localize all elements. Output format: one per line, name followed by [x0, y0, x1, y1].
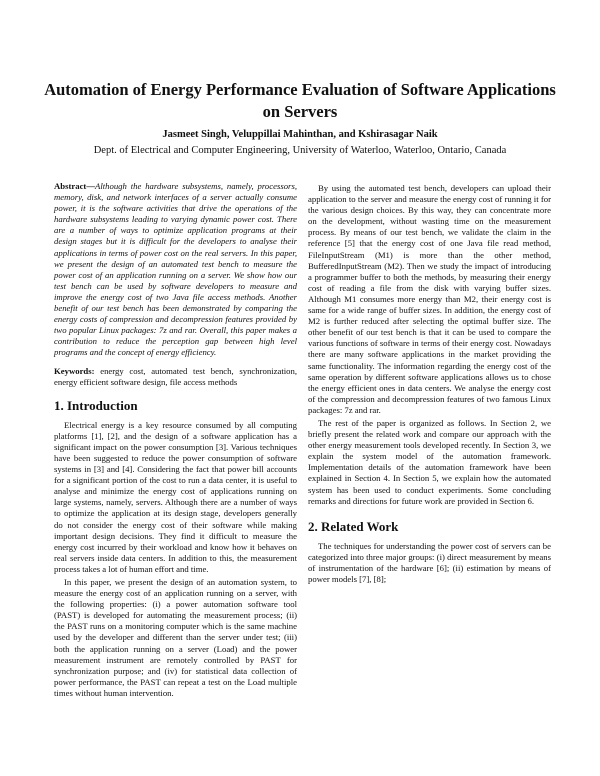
keywords-text: energy cost, automated test bench, synchronization, energy efficient software design, file access methods [54, 365, 298, 387]
intro-paragraph-2: In this paper, we present the design of an automation system, to measure the energy cost of an application running on a server, with the following properties: (i) a power automation software tool (PAST) is developed for automating the measurement process; (ii) the PAST runs on a monitoring computer which is the same machine used by the developer and different than the server under test; (iii) both the application running on a server (Load) and the power measurement instrument are remotely controlled by PAST for synchronization purpose; and (iv) for statistical data collection of power performance, the PAST can repeat a test on the Load multiple times without human intervention. [54, 577, 297, 698]
abstract-label: Abstract— [54, 181, 96, 191]
abstract-text: Although the hardware subsystems, namely, processors, memory, disk, and network interfaces of a server actually consume power, it is the software activities that drive the operations of the hardware subsystems leading to varying dynamic power cost. There are a number of ways to optimize application programs at their design stages but it is difficult for the developers to analyse their applications in terms of power cost on the real servers. In this paper, we present the design of an automated test bench to measure the power cost of an application running on a server. We show how our test bench can be used by software developers to measure and improve the energy cost of two Java file access methods. Another benefit of our test bench has been demonstrated by comparing the energy costs of compression and decompression features provided by two popular Linux packages: 7z and rar. Overall, this paper makes a contribution to reduce the perception gap between high level programs and the concept of energy efficiency. [54, 181, 297, 358]
right-column [308, 181, 551, 585]
paper-title: Automation of Energy Performance Evaluation of Software Applications on Servers [44, 80, 556, 121]
keywords [54, 366, 297, 388]
keywords-label: Keywords: [54, 365, 95, 376]
intro-paragraph-3: By using the automated test bench, developers can upload their application to the server and measure the energy cost of running it for the various design choices. By this way, they can concentrate more on the development, without wasting time on the measurement process. By means of our test bench, we validate the claim in the reference [5] that the energy cost of one Java file read method, FileInputStream (M1) is more than the other method, BufferedInputStream (M2). Then we study the impact of introducing a programmer buffer to both the methods, by measuring their energy cost of reading a file from the disk with varying buffer sizes. Although M1 consumes more energy than M2, their energy cost is same for a wide range of buffer sizes. In addition, the energy cost of M2 is further reduced after selecting the optimal buffer size. The other benefit of our test bench is that it can be used to compare the various functions of software in terms of their energy cost. Nowadays there are many software applications in the market providing the same functionality. The information regarding the energy cost of the same operation by different software applications allows us to chose the energy efficient ones in data centers. We analyse the energy cost of the compression and decompression features of two famous Linux packages: 7z and rar. [308, 183, 551, 415]
section-heading-introduction: 1. Introduction [54, 397, 138, 413]
author-list: Jasmeet Singh, Veluppillai Mahinthan, and Kshirasagar Naik [162, 129, 438, 140]
intro-paragraph-1: Electrical energy is a key resource consumed by all computing platforms [1], [2], and the design of a software application has a significant impact on the power consumption [3]. Various techniques have been suggested to reduce the power consumption of software systems in [3] and [4]. Considering the fact that power bill accounts for a significant portion of the cost to run a data center, it is useful to analyse and minimize the energy cost of applications running on large systems, namely, servers. Although there are a number of ways to optimize the application at its design stage, developers generally do not consider the energy cost of their software while making important design decisions. They find it difficult to measure the energy cost incurred by their workload and know how it behaves on real servers inside data centers. In addition to this, the measurement process takes a lot of human effort and time. [54, 419, 297, 574]
intro-paragraph-4: The rest of the paper is organized as follows. In Section 2, we briefly present the related work and compare our approach with the other energy measurement tools developed recently. In Section 3, we explain the system model of the automation framework. Implementation details of the automation framework have been explained in Section 4. In Section 5, we explain how the automated system has been used to conduct experiments. Some concluding remarks and directions for future work are provided in Section 6. [308, 417, 551, 506]
left-column [54, 181, 297, 699]
section-heading-related-work: 2. Related Work [308, 518, 399, 534]
related-paragraph-1: The techniques for understanding the power cost of servers can be categorized into three major groups: (i) direct measurement by means of instrumentation of the hardware [6]; (ii) estimation by means of power models [7], [8]; [308, 540, 551, 584]
affiliation: Dept. of Electrical and Computer Engineering, University of Waterloo, Waterloo, Ontario, Canada [93, 145, 507, 156]
abstract [54, 181, 297, 359]
